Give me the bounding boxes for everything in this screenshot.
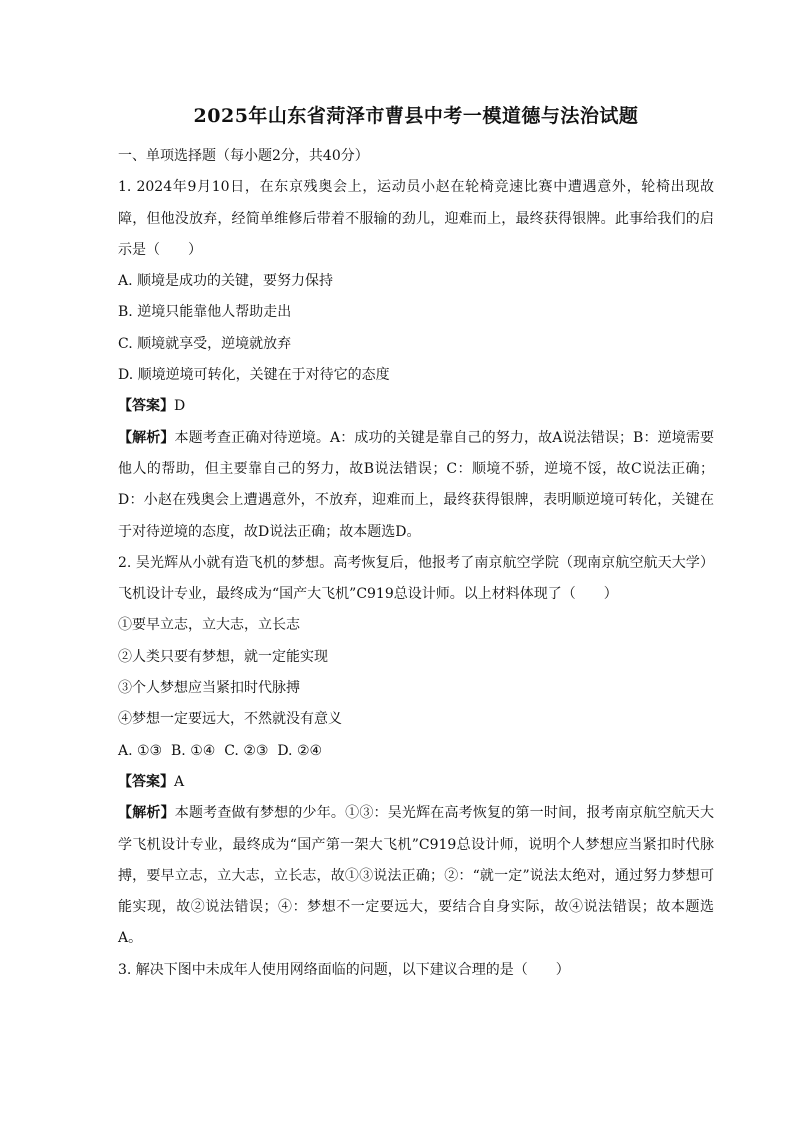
question-2-answer [118,767,714,798]
question-1-option-c: C. 顺境就享受，逆境就放弃 [118,335,292,352]
question-2-options: A. ①③ B. ①④ C. ②③ D. ②④ [118,742,323,759]
question-1-option-b: B. 逆境只能靠他人帮助走出 [118,304,292,321]
answer-tag: 【答案】 [118,398,174,415]
question-1-option-a: A. 顺境是成功的关键，要努力保持 [118,273,334,290]
analysis-tag: 【解析】 [118,805,175,822]
question-3-stem: 3. 解决下图中未成年人使用网络面临的问题，以下建议合理的是（ ） [118,961,570,978]
question-1-stem: 1. 2024年9月10日，在东京残奥会上，运动员小赵在轮椅竞速比赛中遭遇意外，轮椅出现故障，但他没放弃，经简单维修后带着不服输的劲儿，迎难而上，最终获得银牌。此事给我们的启示是（ ） [118,179,714,258]
question-2-statement-3: ③个人梦想应当紧扣时代脉搏 [118,680,300,697]
analysis-text: 本题考查做有梦想的少年。①③：吴光辉在高考恢复的第一时间，报考南京航空航天大学飞机设计专业，最终成为“国产第一架大飞机”C919总设计师，说明个人梦想应当紧扣时代脉搏，要早立志，立大志，立长志，故①③说法正确；②：“就一定”说法太绝对，通过努力梦想可能实现，故②说法错误；④：梦想不一定要远大，要结合自身实际，故④说法错误；故本题选A。 [118,805,714,947]
question-2-analysis [118,798,714,954]
question-2-statement-1: ①要早立志，立大志，立长志 [118,617,300,634]
question-1-option-d: D. 顺境逆境可转化，关键在于对待它的态度 [118,367,390,384]
analysis-text: 本题考查正确对待逆境。A：成功的关键是靠自己的努力，故A说法错误；B：逆境需要他人的帮助，但主要靠自己的努力，故B说法错误；C：顺境不骄，逆境不馁，故C说法正确；D：小赵在残奥会上遭遇意外，不放弃，迎难而上，最终获得银牌，表明顺逆境可转化，关键在于对待逆境的态度，故D说法正确；故本题选D。 [118,429,715,540]
question-2-stem: 2. 吴光辉从小就有造飞机的梦想。高考恢复后，他报考了南京航空学院（现南京航空航天大学）飞机设计专业，最终成为“国产大飞机”C919总设计师。以上材料体现了（ ） [118,554,714,603]
page-title: 2025年山东省菏泽市曹县中考一模道德与法治试题 [193,105,639,127]
answer-value: A [174,773,185,790]
section-heading: 一、单项选择题（每小题2分，共40分） [118,148,369,164]
analysis-tag: 【解析】 [118,429,175,446]
question-1-answer [118,391,714,422]
question-2-statement-4: ④梦想一定要远大，不然就没有意义 [118,711,342,728]
question-1-analysis [118,423,714,548]
answer-value: D [174,398,186,415]
question-2-statement-2: ②人类只要有梦想，就一定能实现 [118,648,328,665]
answer-tag: 【答案】 [118,773,174,790]
